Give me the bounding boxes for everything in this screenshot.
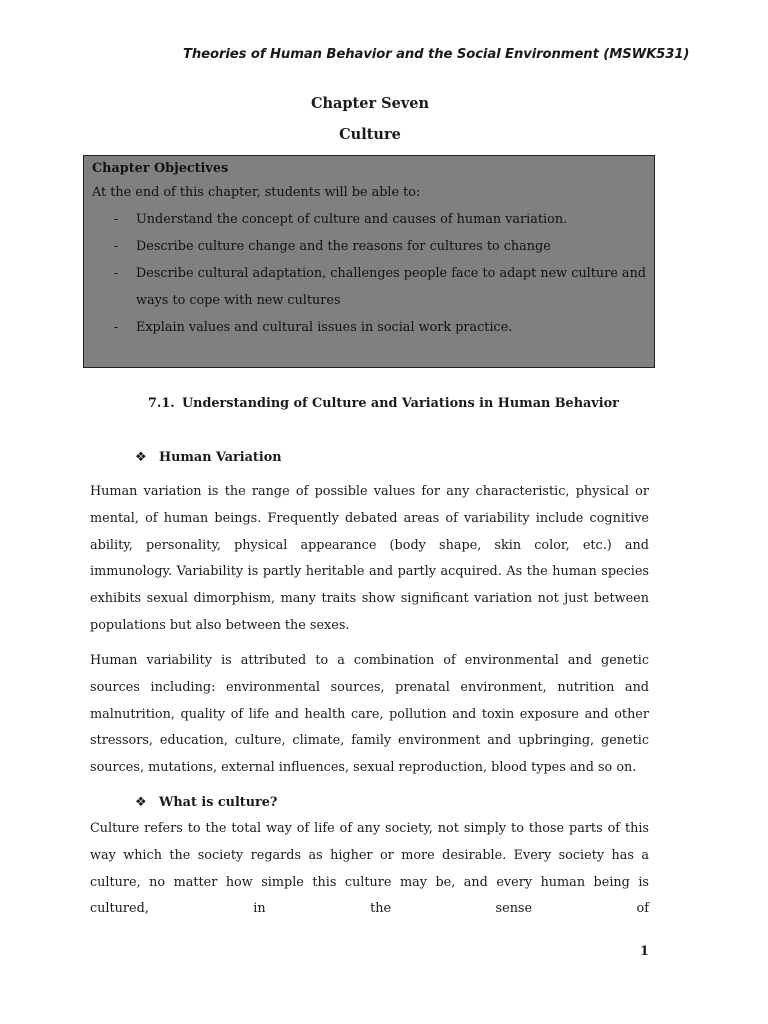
objectives-list	[92, 206, 646, 341]
list-dash: -	[114, 212, 119, 227]
objective-text: Describe cultural adaptation, challenges people face to adapt new culture and ways to cope with new cultures	[136, 266, 646, 308]
list-dash: -	[114, 266, 119, 281]
chapter-number: Chapter Seven	[310, 95, 430, 112]
objective-item	[92, 260, 646, 314]
objective-text: Understand the concept of culture and causes of human variation.	[136, 212, 568, 227]
section-heading	[148, 396, 619, 411]
paragraph-human-variation-1: Human variation is the range of possible values for any characteristic, physical or mental, of human beings. Frequently debated areas of variability include cognitive ability, personality, physical appearance (body shape, skin color, etc.) and immunology. Variability is partly heritable and partly acquired. As the human species exhibits sexual dimorphism, many traits show significant variation not just between populations but also between the sexes.	[90, 484, 649, 633]
objectives-heading: Chapter Objectives	[92, 161, 229, 176]
subheading-text: Human Variation	[159, 450, 282, 465]
diamond-bullet-icon: ❖	[135, 795, 147, 810]
running-header: Theories of Human Behavior and the Social Environment (MSWK531)	[183, 47, 690, 62]
chapter-title: Culture	[339, 126, 401, 143]
subheading-human-variation	[135, 450, 282, 465]
objectives-intro: At the end of this chapter, students will be able to:	[92, 185, 421, 200]
page-number: 1	[640, 944, 649, 959]
paragraph-what-is-culture-1: Culture refers to the total way of life of any society, not simply to those parts of this way which the society regards as higher or more desirable. Every society has a culture, no matter how simple this culture may be, and every human being is cultured, in the sense of	[90, 821, 649, 917]
section-number: 7.1.	[148, 396, 175, 411]
diamond-bullet-icon: ❖	[135, 450, 147, 465]
section-title: Understanding of Culture and Variations in Human Behavior	[182, 396, 619, 411]
subheading-text: What is culture?	[159, 795, 278, 810]
subheading-what-is-culture	[135, 795, 277, 810]
chapter-objectives-box	[83, 155, 655, 368]
objective-item	[92, 314, 646, 341]
objective-text: Explain values and cultural issues in social work practice.	[136, 320, 513, 335]
paragraph-human-variation-2: Human variability is attributed to a combination of environmental and genetic sources including: environmental sources, prenatal environment, nutrition and malnutrition, quality of life and health care, pollution and toxin exposure and other stressors, education, culture, climate, family environment and upbringing, genetic sources, mutations, external influences, sexual reproduction, blood types and so on.	[90, 653, 649, 776]
list-dash: -	[114, 239, 119, 254]
objective-item	[92, 233, 646, 260]
list-dash: -	[114, 320, 119, 335]
objective-text: Describe culture change and the reasons for cultures to change	[136, 239, 551, 254]
objective-item	[92, 206, 646, 233]
